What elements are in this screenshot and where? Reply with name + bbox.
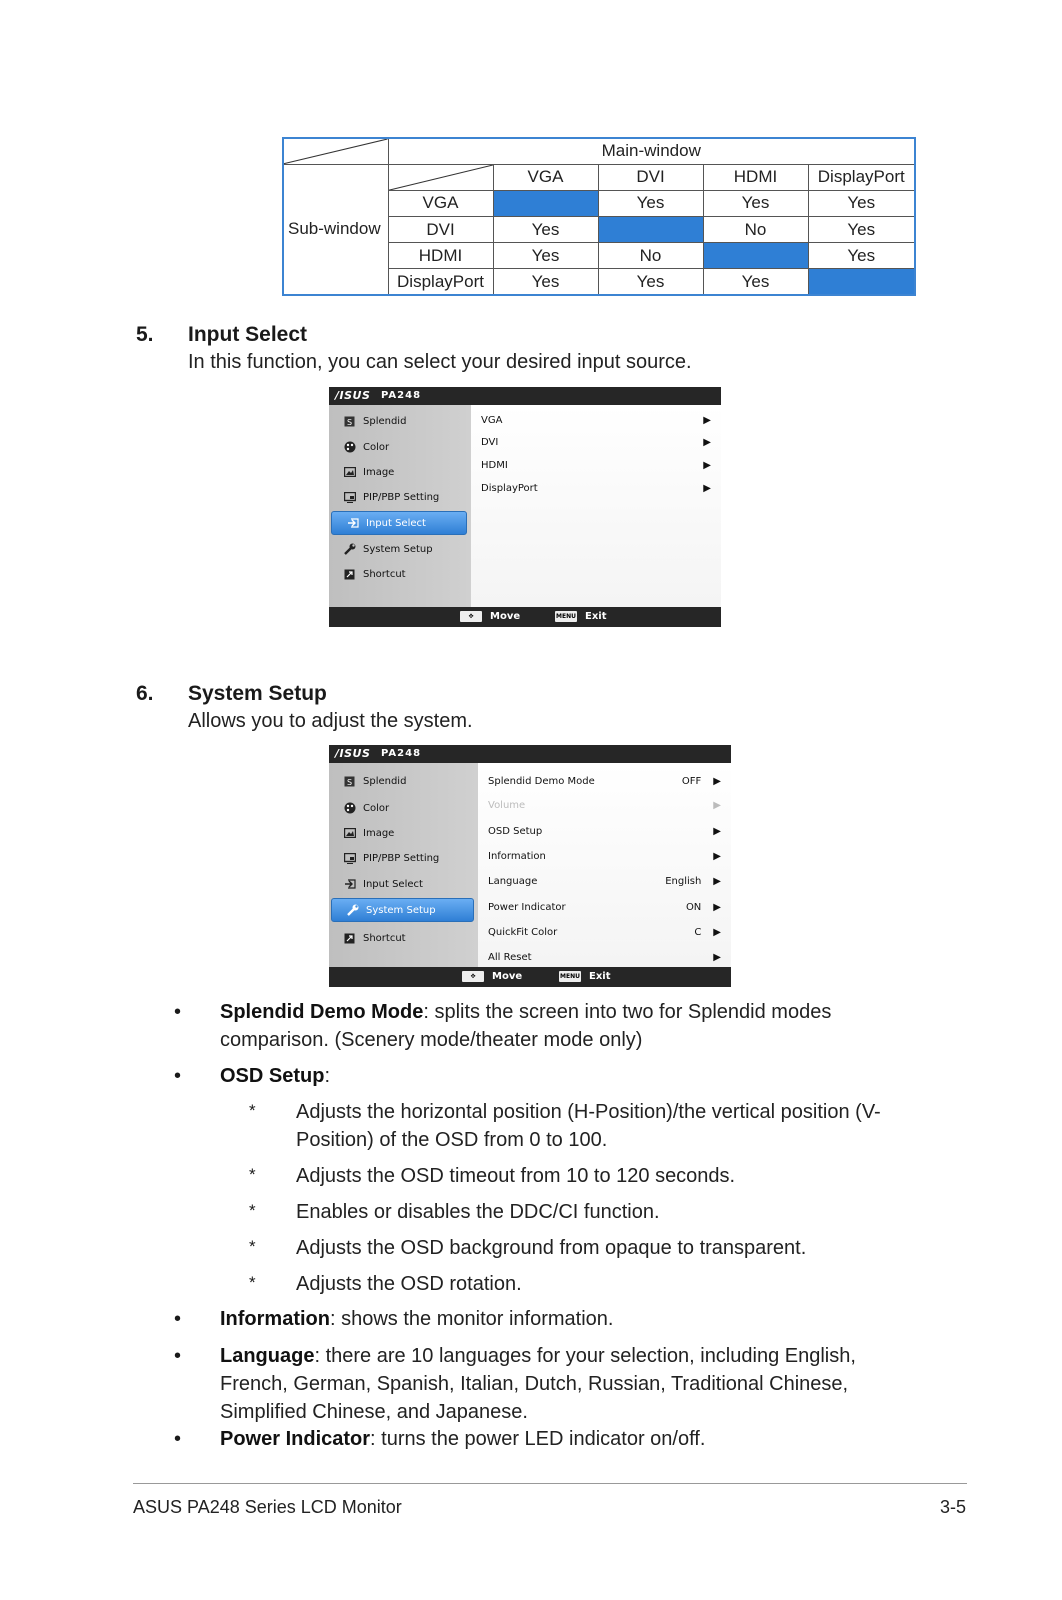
submenu-item-power-indicator[interactable] bbox=[488, 897, 721, 917]
menu-item-system-setup[interactable] bbox=[329, 537, 469, 561]
submenu-item-quickfit-color[interactable] bbox=[488, 922, 721, 942]
menu-key-icon: MENU bbox=[560, 973, 580, 980]
asterisk-icon: * bbox=[249, 1237, 256, 1256]
bullet-term: Language bbox=[220, 1345, 315, 1367]
table-corner-cell bbox=[388, 164, 493, 190]
exit-label: Exit bbox=[585, 611, 607, 622]
menu-item-label: Shortcut bbox=[363, 932, 406, 944]
asus-logo: /ISUS bbox=[335, 747, 371, 760]
color-palette-icon bbox=[343, 802, 356, 815]
submenu-item-label: DisplayPort bbox=[481, 482, 538, 494]
image-icon bbox=[343, 827, 356, 840]
submenu-item-osd-setup[interactable] bbox=[488, 821, 721, 841]
arrow-right-icon: ▶ bbox=[703, 482, 711, 494]
menu-item-system-setup[interactable] bbox=[331, 898, 474, 922]
bullet-term: Information bbox=[220, 1308, 330, 1330]
footer-divider bbox=[133, 1483, 967, 1484]
pip-compatibility-table bbox=[282, 137, 916, 296]
arrow-right-icon: ▶ bbox=[713, 901, 721, 913]
submenu-item-value: OFF bbox=[681, 775, 702, 787]
asus-logo: /ISUS bbox=[335, 389, 371, 402]
table-cell bbox=[703, 243, 808, 269]
submenu-item-hdmi[interactable] bbox=[481, 455, 711, 475]
joystick-icon: ✥ bbox=[460, 611, 482, 622]
bullet-icon: • bbox=[174, 1428, 182, 1450]
column-header: DisplayPort bbox=[808, 164, 915, 190]
arrow-right-icon: ▶ bbox=[713, 825, 721, 837]
section-description: In this function, you can select your desired input source. bbox=[188, 351, 692, 373]
section-title: System Setup bbox=[188, 682, 327, 705]
arrow-right-icon: ▶ bbox=[713, 951, 721, 963]
osd-main-menu bbox=[329, 405, 471, 607]
menu-item-shortcut[interactable] bbox=[329, 562, 469, 586]
table-cell bbox=[808, 269, 915, 295]
row-header: HDMI bbox=[388, 243, 493, 269]
osd-subitem: Enables or disables the DDC/CI function. bbox=[296, 1201, 660, 1223]
column-header: HDMI bbox=[703, 164, 808, 190]
bullet-power-indicator bbox=[220, 1425, 920, 1453]
bullet-text: : turns the power LED indicator on/off. bbox=[370, 1428, 706, 1450]
submenu-item-label: Information bbox=[488, 850, 546, 862]
submenu-item-language[interactable] bbox=[488, 871, 721, 891]
table-cell: Yes bbox=[493, 216, 598, 242]
menu-item-image[interactable] bbox=[329, 460, 469, 484]
wrench-icon bbox=[346, 904, 359, 917]
move-hint bbox=[462, 971, 522, 982]
osd-system-setup-screenshot bbox=[329, 745, 731, 987]
exit-hint bbox=[559, 971, 611, 982]
section-title: Input Select bbox=[188, 323, 308, 346]
table-corner-cell bbox=[283, 138, 388, 164]
joystick-icon: ✥ bbox=[462, 971, 484, 982]
wrench-icon bbox=[343, 543, 356, 556]
menu-item-label: Splendid bbox=[363, 415, 407, 427]
input-icon bbox=[343, 878, 356, 891]
osd-subitem: Adjusts the OSD background from opaque to transparent. bbox=[296, 1237, 807, 1259]
menu-item-label: PIP/PBP Setting bbox=[363, 491, 440, 503]
asterisk-icon: * bbox=[249, 1201, 256, 1220]
menu-item-color[interactable] bbox=[329, 435, 469, 459]
submenu-item-all-reset[interactable] bbox=[488, 947, 721, 967]
svg-text:S: S bbox=[347, 417, 353, 427]
bullet-text: : shows the monitor information. bbox=[330, 1308, 614, 1330]
menu-item-label: PIP/PBP Setting bbox=[363, 852, 440, 864]
bullet-information bbox=[220, 1305, 920, 1333]
osd-submenu bbox=[471, 405, 721, 607]
submenu-item-label: DVI bbox=[481, 436, 499, 448]
submenu-item-label: OSD Setup bbox=[488, 825, 543, 837]
table-cell bbox=[493, 190, 598, 216]
bullet-term: Splendid Demo Mode bbox=[220, 1001, 424, 1023]
arrow-right-icon: ▶ bbox=[713, 775, 721, 787]
arrow-right-icon: ▶ bbox=[713, 799, 721, 811]
osd-title-bar bbox=[329, 387, 721, 405]
section-number: 6. bbox=[136, 682, 154, 705]
menu-key-icon: MENU bbox=[556, 613, 576, 620]
bullet-text: : splits the screen into two for Splendid modes comparison. (Scenery mode/theater mode only) bbox=[220, 1001, 832, 1051]
main-window-header: Main-window bbox=[388, 138, 915, 164]
table-cell: Yes bbox=[808, 243, 915, 269]
table-cell: Yes bbox=[703, 190, 808, 216]
submenu-item-label: QuickFit Color bbox=[488, 926, 558, 938]
submenu-item-dvi[interactable] bbox=[481, 432, 711, 452]
color-palette-icon bbox=[343, 441, 356, 454]
table-cell: Yes bbox=[493, 269, 598, 295]
submenu-item-label: HDMI bbox=[481, 459, 508, 471]
menu-item-shortcut[interactable] bbox=[329, 926, 476, 950]
table-cell bbox=[598, 216, 703, 242]
osd-footer-bar bbox=[329, 607, 721, 627]
submenu-item-label: Language bbox=[488, 875, 538, 887]
table-cell: Yes bbox=[598, 269, 703, 295]
menu-item-label: Input Select bbox=[366, 517, 426, 529]
submenu-item-value: C bbox=[694, 926, 702, 938]
menu-item-label: Splendid bbox=[363, 775, 407, 787]
section-description: Allows you to adjust the system. bbox=[188, 710, 473, 732]
menu-item-label: Color bbox=[363, 802, 390, 814]
shortcut-icon bbox=[343, 568, 356, 581]
table-cell: No bbox=[598, 243, 703, 269]
row-header: DisplayPort bbox=[388, 269, 493, 295]
splendid-icon bbox=[343, 775, 356, 788]
submenu-item-volume bbox=[488, 795, 721, 815]
pip-icon bbox=[343, 491, 356, 504]
svg-text:S: S bbox=[347, 777, 353, 787]
bullet-splendid-demo-mode bbox=[220, 998, 920, 1054]
osd-subitem: Adjusts the OSD timeout from 10 to 120 seconds. bbox=[296, 1165, 736, 1187]
menu-item-label: System Setup bbox=[363, 543, 433, 555]
submenu-item-label: Power Indicator bbox=[488, 901, 566, 913]
section-number: 5. bbox=[136, 323, 154, 346]
bullet-icon: • bbox=[174, 1001, 182, 1023]
asterisk-icon: * bbox=[249, 1165, 256, 1184]
move-hint bbox=[460, 611, 520, 622]
submenu-item-displayport[interactable] bbox=[481, 478, 711, 498]
bullet-text: : bbox=[324, 1065, 331, 1087]
sub-window-header: Sub-window bbox=[283, 164, 388, 295]
move-label: Move bbox=[492, 971, 523, 982]
submenu-item-label: Splendid Demo Mode bbox=[488, 775, 595, 787]
table-cell: Yes bbox=[493, 243, 598, 269]
image-icon bbox=[343, 466, 356, 479]
osd-subitem: Adjusts the horizontal position (H-Position)/the vertical position (V-Position) of the OSD from 0 to 100. bbox=[296, 1101, 881, 1151]
menu-item-label: System Setup bbox=[366, 904, 436, 916]
osd-model-name: PA248 bbox=[381, 748, 422, 759]
menu-item-splendid[interactable] bbox=[329, 769, 476, 793]
osd-footer-bar bbox=[329, 967, 731, 987]
menu-item-label: Image bbox=[363, 827, 395, 839]
arrow-right-icon: ▶ bbox=[703, 459, 711, 471]
bullet-osd-setup bbox=[220, 1062, 920, 1090]
column-header: VGA bbox=[493, 164, 598, 190]
osd-main-menu bbox=[329, 763, 478, 967]
bullet-language bbox=[220, 1342, 920, 1426]
osd-input-select-screenshot bbox=[329, 387, 721, 627]
menu-item-image[interactable] bbox=[329, 821, 476, 845]
row-header: DVI bbox=[388, 216, 493, 242]
menu-item-label: Input Select bbox=[363, 878, 423, 890]
submenu-item-value: ON bbox=[685, 901, 702, 913]
submenu-item-value: English bbox=[665, 875, 702, 887]
asterisk-icon: * bbox=[249, 1101, 256, 1120]
osd-model-name: PA248 bbox=[381, 390, 422, 401]
table-cell: Yes bbox=[808, 190, 915, 216]
table-cell: No bbox=[703, 216, 808, 242]
submenu-item-information[interactable] bbox=[488, 846, 721, 866]
arrow-right-icon: ▶ bbox=[713, 926, 721, 938]
table-cell: Yes bbox=[598, 190, 703, 216]
input-icon bbox=[346, 517, 359, 530]
menu-item-pip-pbp[interactable] bbox=[329, 485, 469, 509]
bullet-icon: • bbox=[174, 1345, 182, 1367]
arrow-right-icon: ▶ bbox=[703, 436, 711, 448]
menu-item-label: Shortcut bbox=[363, 568, 406, 580]
arrow-right-icon: ▶ bbox=[713, 850, 721, 862]
arrow-right-icon: ▶ bbox=[703, 414, 711, 426]
osd-subitem: Adjusts the OSD rotation. bbox=[296, 1273, 522, 1295]
bullet-icon: • bbox=[174, 1065, 182, 1087]
page-number: 3-5 bbox=[939, 1497, 966, 1517]
osd-submenu bbox=[478, 763, 731, 967]
table-cell: Yes bbox=[808, 216, 915, 242]
bullet-text: : there are 10 languages for your selection, including English, French, German, Spanish, Italian, Dutch, Russian, Traditional Chinese, Simplified Chinese, and Japanese. bbox=[220, 1345, 856, 1423]
menu-item-input-select[interactable] bbox=[331, 511, 467, 535]
shortcut-icon bbox=[343, 932, 356, 945]
submenu-item-label: VGA bbox=[481, 414, 503, 426]
row-header: VGA bbox=[388, 190, 493, 216]
column-header: DVI bbox=[598, 164, 703, 190]
table-cell: Yes bbox=[703, 269, 808, 295]
osd-title-bar bbox=[329, 745, 731, 763]
exit-label: Exit bbox=[589, 971, 611, 982]
menu-item-label: Color bbox=[363, 441, 390, 453]
menu-item-input-select[interactable] bbox=[329, 872, 476, 896]
move-label: Move bbox=[490, 611, 521, 622]
submenu-item-splendid-demo-mode[interactable] bbox=[488, 771, 721, 791]
menu-item-splendid[interactable] bbox=[329, 409, 469, 433]
arrow-right-icon: ▶ bbox=[713, 875, 721, 887]
menu-item-pip-pbp[interactable] bbox=[329, 846, 476, 870]
exit-hint bbox=[555, 611, 607, 622]
footer-product-name: ASUS PA248 Series LCD Monitor bbox=[133, 1497, 402, 1517]
bullet-term: Power Indicator bbox=[220, 1428, 371, 1450]
submenu-item-label: Volume bbox=[488, 799, 526, 811]
asterisk-icon: * bbox=[249, 1273, 256, 1292]
pip-icon bbox=[343, 852, 356, 865]
bullet-icon: • bbox=[174, 1308, 182, 1330]
submenu-item-vga[interactable] bbox=[481, 410, 711, 430]
menu-item-label: Image bbox=[363, 466, 395, 478]
splendid-icon bbox=[343, 415, 356, 428]
menu-item-color[interactable] bbox=[329, 796, 476, 820]
bullet-term: OSD Setup bbox=[220, 1065, 325, 1087]
submenu-item-label: All Reset bbox=[488, 951, 532, 963]
